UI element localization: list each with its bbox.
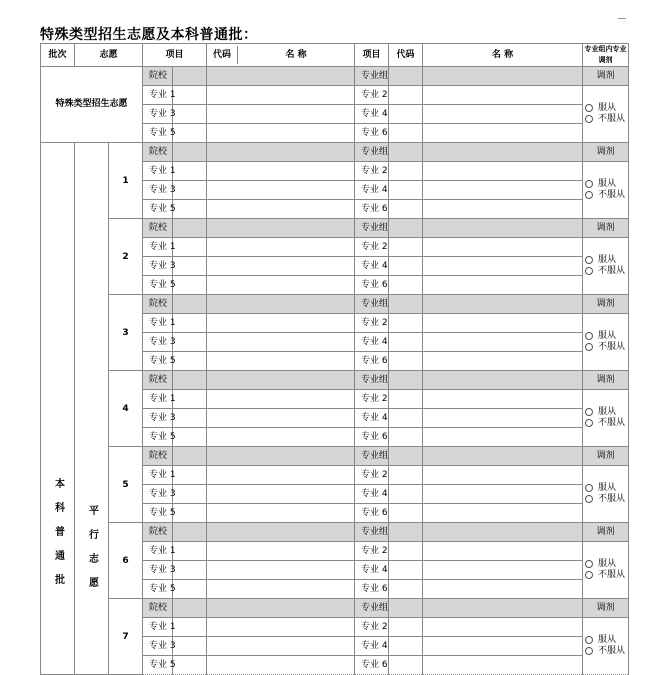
major-label-right: 专业 6 <box>355 276 389 295</box>
major-code-input-right[interactable] <box>389 504 423 523</box>
group-name-input[interactable] <box>423 523 583 542</box>
major-code-input[interactable] <box>173 352 207 371</box>
major-label-left: 专业 5 <box>143 124 173 143</box>
school-name-input[interactable] <box>207 371 355 390</box>
group-label: 专业组 <box>355 371 389 390</box>
major-label-right: 专业 4 <box>355 333 389 352</box>
group-name-input[interactable] <box>423 295 583 314</box>
disagree-label: 不服从 <box>598 418 626 428</box>
agree-option[interactable] <box>585 483 628 494</box>
school-row <box>41 295 629 314</box>
major-code-input-right[interactable] <box>389 580 423 599</box>
school-row <box>41 599 629 618</box>
tiaoji-label: 调剂 <box>583 219 629 238</box>
batch-label-text: 本科普通批 <box>52 478 64 598</box>
major-label-right: 专业 4 <box>355 485 389 504</box>
major-name-input[interactable] <box>207 86 355 105</box>
major-name-input[interactable] <box>207 561 355 580</box>
header-xiangmu2: 项目 <box>355 44 389 67</box>
major-label-left: 专业 1 <box>143 390 173 409</box>
group-name-input[interactable] <box>423 599 583 618</box>
group-code-input[interactable] <box>389 447 423 466</box>
agree-radio-icon[interactable] <box>585 408 593 416</box>
major-code-input[interactable] <box>173 276 207 295</box>
major-name-input-right[interactable] <box>423 618 583 637</box>
major-label-right: 专业 6 <box>355 580 389 599</box>
agree-label: 服从 <box>598 255 617 265</box>
major-name-input-right[interactable] <box>423 105 583 124</box>
major-name-input-right[interactable] <box>423 276 583 295</box>
volunteer-number: 2 <box>109 219 143 295</box>
major-code-input[interactable] <box>173 409 207 428</box>
volunteer-number: 7 <box>109 599 143 675</box>
disagree-label: 不服从 <box>598 570 626 580</box>
major-code-input-right[interactable] <box>389 352 423 371</box>
disagree-radio-icon[interactable] <box>585 115 593 123</box>
disagree-option[interactable] <box>585 646 628 657</box>
parallel-label <box>75 143 109 675</box>
major-label-left: 专业 1 <box>143 542 173 561</box>
disagree-option[interactable] <box>585 494 628 505</box>
major-code-input[interactable] <box>173 162 207 181</box>
school-code-input[interactable] <box>173 599 207 618</box>
major-code-input[interactable] <box>173 466 207 485</box>
major-code-input[interactable] <box>173 428 207 447</box>
major-name-input[interactable] <box>207 409 355 428</box>
major-label-left: 专业 1 <box>143 238 173 257</box>
major-code-input[interactable] <box>173 238 207 257</box>
school-row <box>41 523 629 542</box>
group-label: 专业组 <box>355 599 389 618</box>
major-name-input-right[interactable] <box>423 200 583 219</box>
disagree-option[interactable] <box>585 418 628 429</box>
major-label-left: 专业 3 <box>143 333 173 352</box>
major-code-input-right[interactable] <box>389 618 423 637</box>
major-label-right: 专业 6 <box>355 124 389 143</box>
tiaoji-label: 调剂 <box>583 295 629 314</box>
major-code-input-right[interactable] <box>389 561 423 580</box>
major-label-left: 专业 1 <box>143 162 173 181</box>
group-code-input[interactable] <box>389 295 423 314</box>
tiaoji-options <box>583 542 629 599</box>
school-name-input[interactable] <box>207 219 355 238</box>
major-label-left: 专业 1 <box>143 314 173 333</box>
group-code-input[interactable] <box>389 67 423 86</box>
header-pici: 批次 <box>41 44 75 67</box>
disagree-label: 不服从 <box>598 114 626 124</box>
tiaoji-label: 调剂 <box>583 371 629 390</box>
major-name-input[interactable] <box>207 124 355 143</box>
major-code-input[interactable] <box>173 333 207 352</box>
school-code-input[interactable] <box>173 523 207 542</box>
volunteer-number: 1 <box>109 143 143 219</box>
major-name-input[interactable] <box>207 580 355 599</box>
major-code-input-right[interactable] <box>389 428 423 447</box>
major-code-input-right[interactable] <box>389 390 423 409</box>
major-label-right: 专业 2 <box>355 162 389 181</box>
major-code-input[interactable] <box>173 181 207 200</box>
agree-label: 服从 <box>598 103 617 113</box>
group-name-input[interactable] <box>423 219 583 238</box>
major-code-input[interactable] <box>173 124 207 143</box>
group-code-input[interactable] <box>389 523 423 542</box>
major-code-input[interactable] <box>173 618 207 637</box>
major-code-input-right[interactable] <box>389 542 423 561</box>
school-name-input[interactable] <box>207 67 355 86</box>
major-name-input[interactable] <box>207 428 355 447</box>
school-name-input[interactable] <box>207 599 355 618</box>
school-label: 院校 <box>143 523 173 542</box>
major-code-input[interactable] <box>173 580 207 599</box>
group-label: 专业组 <box>355 67 389 86</box>
major-label-left: 专业 5 <box>143 656 173 675</box>
header-tiaoji: 专业组内专业调剂 <box>583 44 629 67</box>
volunteer-number: 4 <box>109 371 143 447</box>
major-code-input[interactable] <box>173 485 207 504</box>
tiaoji-label: 调剂 <box>583 447 629 466</box>
major-name-input[interactable] <box>207 542 355 561</box>
group-code-input[interactable] <box>389 143 423 162</box>
major-label-left: 专业 3 <box>143 257 173 276</box>
major-name-input-right[interactable] <box>423 466 583 485</box>
major-name-input-right[interactable] <box>423 257 583 276</box>
agree-option[interactable] <box>585 407 628 418</box>
major-name-input-right[interactable] <box>423 504 583 523</box>
major-label-right: 专业 4 <box>355 181 389 200</box>
major-code-input-right[interactable] <box>389 333 423 352</box>
major-name-input[interactable] <box>207 656 355 675</box>
tiaoji-label: 调剂 <box>583 599 629 618</box>
disagree-option[interactable] <box>585 342 628 353</box>
agree-option[interactable] <box>585 635 628 646</box>
major-label-right: 专业 4 <box>355 105 389 124</box>
major-code-input[interactable] <box>173 105 207 124</box>
school-row <box>41 143 629 162</box>
major-code-input-right[interactable] <box>389 276 423 295</box>
school-code-input[interactable] <box>173 295 207 314</box>
major-label-right: 专业 2 <box>355 618 389 637</box>
major-code-input-right[interactable] <box>389 257 423 276</box>
tiaoji-label: 调剂 <box>583 143 629 162</box>
major-label-left: 专业 1 <box>143 466 173 485</box>
major-name-input-right[interactable] <box>423 333 583 352</box>
major-code-input[interactable] <box>173 561 207 580</box>
major-code-input-right[interactable] <box>389 485 423 504</box>
major-code-input-right[interactable] <box>389 637 423 656</box>
major-label-left: 专业 5 <box>143 504 173 523</box>
major-code-input[interactable] <box>173 86 207 105</box>
major-name-input-right[interactable] <box>423 656 583 675</box>
major-label-left: 专业 1 <box>143 86 173 105</box>
major-name-input-right[interactable] <box>423 124 583 143</box>
agree-option[interactable] <box>585 331 628 342</box>
school-code-input[interactable] <box>173 143 207 162</box>
agree-label: 服从 <box>598 635 617 645</box>
header-xiangmu: 项目 <box>143 44 207 67</box>
volunteer-number: 5 <box>109 447 143 523</box>
school-label: 院校 <box>143 447 173 466</box>
tiaoji-label: 调剂 <box>583 67 629 86</box>
major-label-left: 专业 3 <box>143 105 173 124</box>
group-code-input[interactable] <box>389 371 423 390</box>
volunteer-number: 3 <box>109 295 143 371</box>
school-label: 院校 <box>143 371 173 390</box>
major-code-input-right[interactable] <box>389 105 423 124</box>
major-name-input[interactable] <box>207 276 355 295</box>
major-label-right: 专业 2 <box>355 390 389 409</box>
major-name-input[interactable] <box>207 637 355 656</box>
school-code-input[interactable] <box>173 447 207 466</box>
agree-label: 服从 <box>598 407 617 417</box>
school-row <box>41 219 629 238</box>
tiaoji-options <box>583 390 629 447</box>
application-form-table <box>40 43 629 675</box>
major-code-input-right[interactable] <box>389 409 423 428</box>
batch-label <box>41 143 75 675</box>
school-name-input[interactable] <box>207 523 355 542</box>
major-name-input-right[interactable] <box>423 637 583 656</box>
agree-radio-icon[interactable] <box>585 180 593 188</box>
agree-radio-icon[interactable] <box>585 332 593 340</box>
disagree-option[interactable] <box>585 190 628 201</box>
major-code-input[interactable] <box>173 257 207 276</box>
disagree-radio-icon[interactable] <box>585 419 593 427</box>
major-label-left: 专业 3 <box>143 561 173 580</box>
corner-mark <box>618 18 626 19</box>
school-name-input[interactable] <box>207 295 355 314</box>
major-label-left: 专业 3 <box>143 637 173 656</box>
disagree-option[interactable] <box>585 570 628 581</box>
major-code-input[interactable] <box>173 390 207 409</box>
major-name-input[interactable] <box>207 504 355 523</box>
group-label: 专业组 <box>355 295 389 314</box>
major-name-input-right[interactable] <box>423 314 583 333</box>
major-name-input-right[interactable] <box>423 390 583 409</box>
disagree-option[interactable] <box>585 266 628 277</box>
major-label-right: 专业 6 <box>355 656 389 675</box>
disagree-label: 不服从 <box>598 342 626 352</box>
school-label: 院校 <box>143 219 173 238</box>
agree-radio-icon[interactable] <box>585 560 593 568</box>
disagree-label: 不服从 <box>598 646 626 656</box>
header-daima2: 代码 <box>389 44 423 67</box>
tiaoji-options <box>583 238 629 295</box>
major-label-right: 专业 2 <box>355 238 389 257</box>
school-code-input[interactable] <box>173 219 207 238</box>
tiaoji-options <box>583 466 629 523</box>
major-label-right: 专业 6 <box>355 504 389 523</box>
major-code-input[interactable] <box>173 314 207 333</box>
disagree-radio-icon[interactable] <box>585 647 593 655</box>
major-code-input-right[interactable] <box>389 200 423 219</box>
major-label-left: 专业 3 <box>143 409 173 428</box>
major-code-input[interactable] <box>173 200 207 219</box>
header-mingcheng-label: 名 称 <box>285 50 307 60</box>
group-name-input[interactable] <box>423 67 583 86</box>
major-name-input-right[interactable] <box>423 409 583 428</box>
agree-option[interactable] <box>585 103 628 114</box>
disagree-radio-icon[interactable] <box>585 495 593 503</box>
agree-label: 服从 <box>598 179 617 189</box>
disagree-radio-icon[interactable] <box>585 571 593 579</box>
major-name-input[interactable] <box>207 200 355 219</box>
group-code-input[interactable] <box>389 219 423 238</box>
major-code-input-right[interactable] <box>389 314 423 333</box>
major-label-right: 专业 4 <box>355 409 389 428</box>
tiaoji-options <box>583 314 629 371</box>
disagree-radio-icon[interactable] <box>585 343 593 351</box>
school-label: 院校 <box>143 599 173 618</box>
major-name-input-right[interactable] <box>423 485 583 504</box>
header-row <box>41 44 629 67</box>
disagree-label: 不服从 <box>598 494 626 504</box>
volunteer-number: 6 <box>109 523 143 599</box>
major-code-input[interactable] <box>173 542 207 561</box>
agree-option[interactable] <box>585 255 628 266</box>
header-mingcheng <box>207 44 355 67</box>
major-code-input[interactable] <box>173 637 207 656</box>
major-name-input-right[interactable] <box>423 162 583 181</box>
major-name-input[interactable] <box>207 105 355 124</box>
major-code-input-right[interactable] <box>389 124 423 143</box>
agree-radio-icon[interactable] <box>585 636 593 644</box>
agree-option[interactable] <box>585 559 628 570</box>
major-code-input-right[interactable] <box>389 656 423 675</box>
major-name-input[interactable] <box>207 352 355 371</box>
group-code-input[interactable] <box>389 599 423 618</box>
major-name-input-right[interactable] <box>423 181 583 200</box>
major-name-input-right[interactable] <box>423 352 583 371</box>
agree-label: 服从 <box>598 483 617 493</box>
major-name-input[interactable] <box>207 333 355 352</box>
major-label-left: 专业 5 <box>143 200 173 219</box>
school-row <box>41 371 629 390</box>
school-name-input[interactable] <box>207 447 355 466</box>
major-label-right: 专业 4 <box>355 637 389 656</box>
header-zhiyuan: 志愿 <box>75 44 143 67</box>
major-code-input[interactable] <box>173 504 207 523</box>
major-name-input[interactable] <box>207 162 355 181</box>
disagree-label: 不服从 <box>598 266 626 276</box>
agree-radio-icon[interactable] <box>585 104 593 112</box>
page-title: 特殊类型招生志愿及本科普通批： <box>40 27 258 43</box>
group-label: 专业组 <box>355 523 389 542</box>
major-name-input[interactable] <box>207 181 355 200</box>
school-label: 院校 <box>143 143 173 162</box>
school-name-input[interactable] <box>207 143 355 162</box>
agree-option[interactable] <box>585 179 628 190</box>
major-name-input[interactable] <box>207 257 355 276</box>
major-label-left: 专业 5 <box>143 352 173 371</box>
school-label: 院校 <box>143 295 173 314</box>
tiaoji-options <box>583 618 629 675</box>
major-label-right: 专业 4 <box>355 561 389 580</box>
group-label: 专业组 <box>355 219 389 238</box>
major-name-input-right[interactable] <box>423 542 583 561</box>
major-label-right: 专业 2 <box>355 466 389 485</box>
group-name-input[interactable] <box>423 371 583 390</box>
school-row <box>41 67 629 86</box>
disagree-label: 不服从 <box>598 190 626 200</box>
tiaoji-label: 调剂 <box>583 523 629 542</box>
major-name-input[interactable] <box>207 314 355 333</box>
agree-label: 服从 <box>598 331 617 341</box>
major-name-input[interactable] <box>207 390 355 409</box>
major-name-input-right[interactable] <box>423 580 583 599</box>
major-name-input-right[interactable] <box>423 238 583 257</box>
group-label: 专业组 <box>355 447 389 466</box>
major-label-left: 专业 3 <box>143 485 173 504</box>
major-label-left: 专业 5 <box>143 428 173 447</box>
special-type-label: 特殊类型招生志愿 <box>41 67 143 143</box>
major-label-left: 专业 1 <box>143 618 173 637</box>
major-label-right: 专业 2 <box>355 314 389 333</box>
major-name-input[interactable] <box>207 618 355 637</box>
header-daima: 代码 <box>207 46 238 64</box>
major-code-input-right[interactable] <box>389 181 423 200</box>
disagree-radio-icon[interactable] <box>585 191 593 199</box>
school-code-input[interactable] <box>173 67 207 86</box>
group-label: 专业组 <box>355 143 389 162</box>
major-name-input[interactable] <box>207 238 355 257</box>
major-name-input-right[interactable] <box>423 428 583 447</box>
school-code-input[interactable] <box>173 371 207 390</box>
parallel-label-text: 平行志愿 <box>86 505 98 601</box>
major-label-left: 专业 5 <box>143 276 173 295</box>
major-label-left: 专业 5 <box>143 580 173 599</box>
major-label-right: 专业 4 <box>355 257 389 276</box>
major-label-right: 专业 2 <box>355 542 389 561</box>
agree-radio-icon[interactable] <box>585 484 593 492</box>
major-label-right: 专业 2 <box>355 86 389 105</box>
major-label-right: 专业 6 <box>355 200 389 219</box>
major-name-input[interactable] <box>207 485 355 504</box>
tiaoji-options <box>583 162 629 219</box>
major-name-input-right[interactable] <box>423 561 583 580</box>
disagree-radio-icon[interactable] <box>585 267 593 275</box>
major-name-input-right[interactable] <box>423 86 583 105</box>
major-code-input-right[interactable] <box>389 86 423 105</box>
agree-label: 服从 <box>598 559 617 569</box>
major-label-right: 专业 6 <box>355 352 389 371</box>
header-mingcheng2: 名 称 <box>423 44 583 67</box>
tiaoji-options <box>583 86 629 143</box>
major-label-right: 专业 6 <box>355 428 389 447</box>
major-code-input-right[interactable] <box>389 466 423 485</box>
disagree-option[interactable] <box>585 114 628 125</box>
group-name-input[interactable] <box>423 143 583 162</box>
major-code-input[interactable] <box>173 656 207 675</box>
school-row <box>41 447 629 466</box>
major-code-input-right[interactable] <box>389 162 423 181</box>
school-label: 院校 <box>143 67 173 86</box>
major-code-input-right[interactable] <box>389 238 423 257</box>
major-name-input[interactable] <box>207 466 355 485</box>
group-name-input[interactable] <box>423 447 583 466</box>
major-label-left: 专业 3 <box>143 181 173 200</box>
agree-radio-icon[interactable] <box>585 256 593 264</box>
